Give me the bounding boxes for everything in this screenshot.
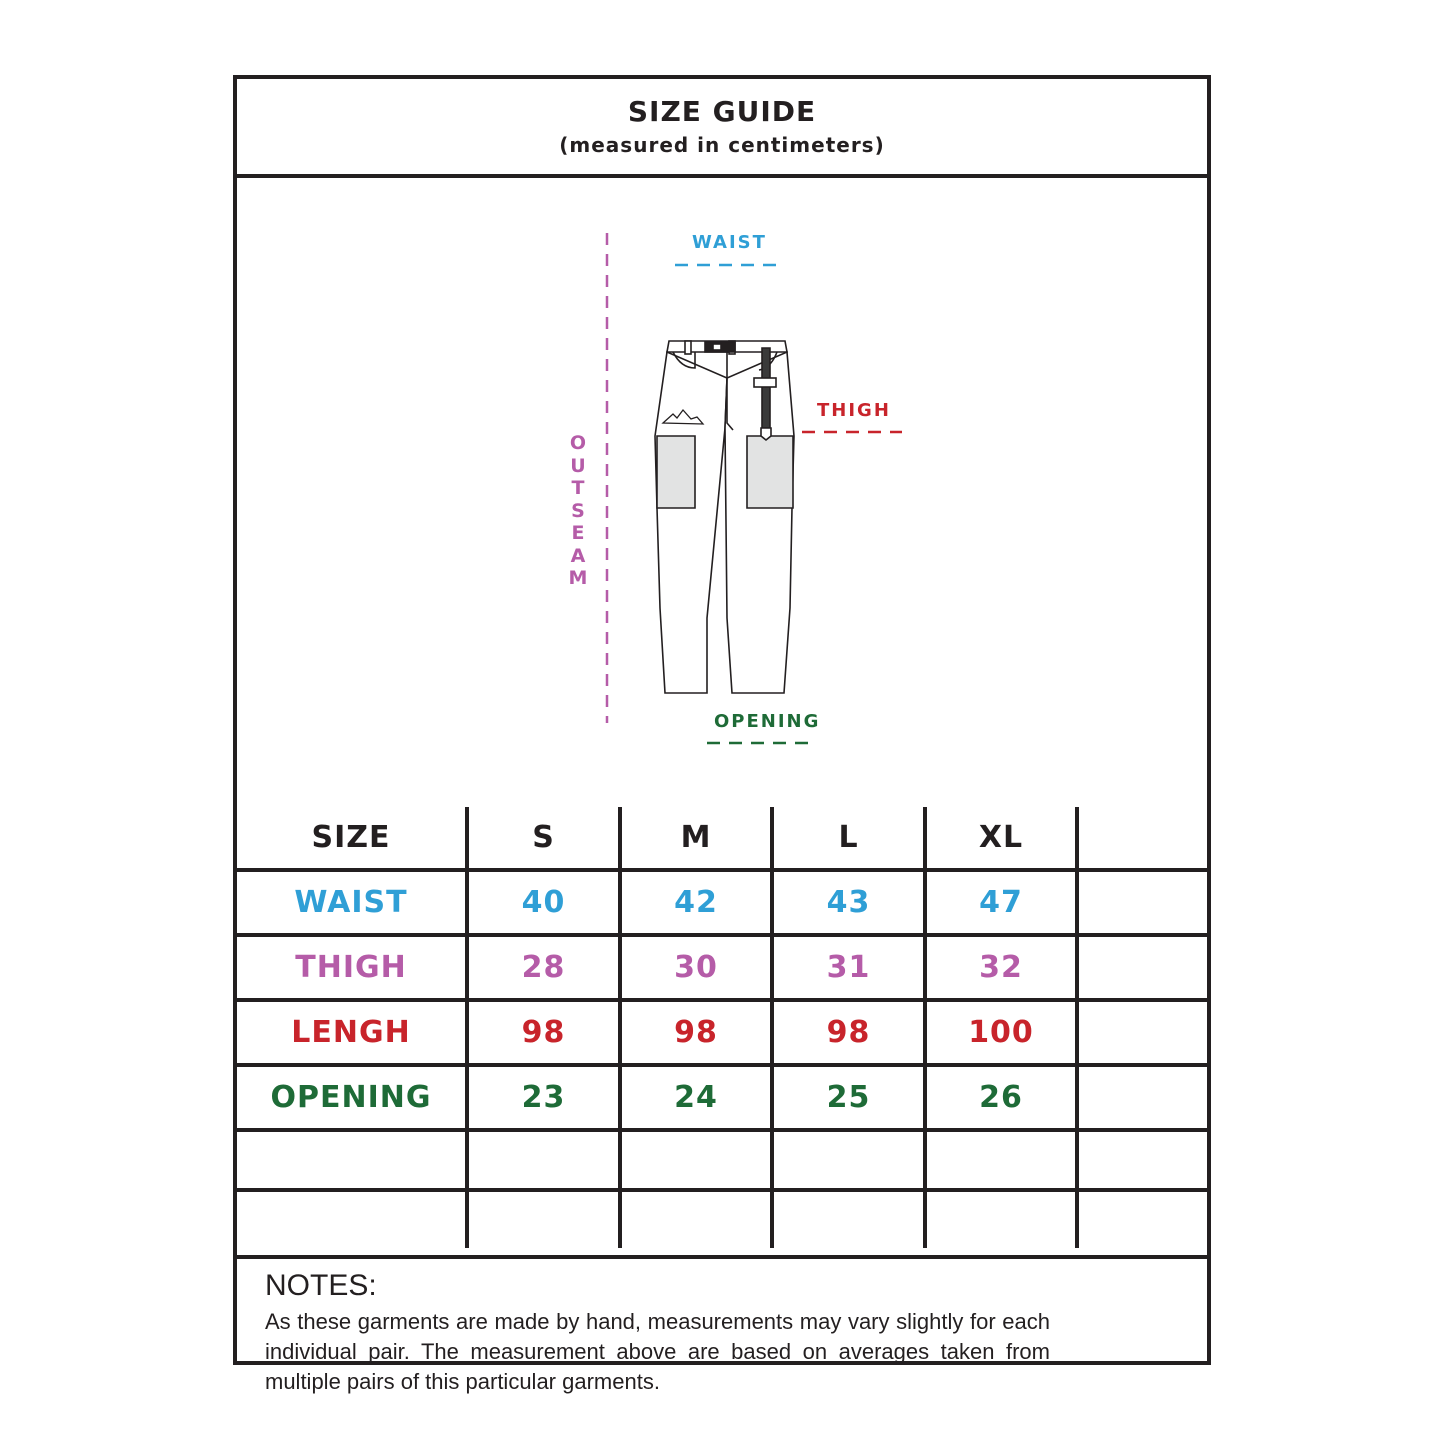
row-label: OPENING (237, 1065, 467, 1130)
table-cell (1077, 1130, 1207, 1190)
table-cell (1077, 1065, 1207, 1130)
thigh-diagram-label: THIGH (817, 400, 891, 421)
table-cell: 30 (620, 935, 772, 1000)
row-label: LENGH (237, 1000, 467, 1065)
table-row (237, 1130, 1207, 1190)
table-row (237, 1190, 1207, 1248)
column-header: M (620, 807, 772, 870)
notes-title: NOTES: (265, 1269, 377, 1302)
column-header: XL (925, 807, 1077, 870)
table-cell (620, 1130, 772, 1190)
outseam-diagram-label: O U T S E A M (568, 432, 588, 589)
table-cell: 98 (772, 1000, 925, 1065)
waist-diagram-label: WAIST (692, 232, 767, 253)
table-cell: 25 (772, 1065, 925, 1130)
table-cell (925, 1130, 1077, 1190)
table-cell (1077, 1190, 1207, 1248)
table-cell: 40 (467, 870, 620, 935)
table-cell: 98 (620, 1000, 772, 1065)
table-cell (1077, 1000, 1207, 1065)
table-cell: 32 (925, 935, 1077, 1000)
table-row (237, 1000, 1207, 1065)
measurement-diagram (237, 178, 1207, 808)
table-row (237, 870, 1207, 935)
column-header: SIZE (237, 807, 467, 870)
table-cell: 43 (772, 870, 925, 935)
table-cell (620, 1190, 772, 1248)
table-cell (772, 1130, 925, 1190)
table-cell: 26 (925, 1065, 1077, 1130)
table-cell: 100 (925, 1000, 1077, 1065)
table-cell: 98 (467, 1000, 620, 1065)
table-cell: 24 (620, 1065, 772, 1130)
opening-diagram-label: OPENING (714, 711, 821, 732)
notes-section (237, 1255, 1207, 1394)
table-cell (467, 1190, 620, 1248)
table-cell: 47 (925, 870, 1077, 935)
table-header-row (237, 807, 1207, 870)
size-table (237, 807, 1207, 1248)
table-cell: 31 (772, 935, 925, 1000)
table-cell (925, 1190, 1077, 1248)
table-cell (1077, 935, 1207, 1000)
page-subtitle: (measured in centimeters) (559, 133, 885, 157)
table-cell (1077, 870, 1207, 935)
table-cell: 23 (467, 1065, 620, 1130)
column-header: L (772, 807, 925, 870)
notes-body: As these garments are made by hand, measurements may vary slightly for each individual pair. The measurement above are based on averages taken from multiple pairs of this particular garments. (265, 1309, 1050, 1394)
table-cell (467, 1130, 620, 1190)
title-box (237, 79, 1207, 178)
row-label (237, 1190, 467, 1248)
page-title: SIZE GUIDE (627, 95, 817, 128)
column-header: S (467, 807, 620, 870)
table-cell: 28 (467, 935, 620, 1000)
column-header (1077, 807, 1207, 870)
row-label: THIGH (237, 935, 467, 1000)
pants-drawing (655, 341, 794, 693)
size-guide-sheet (233, 75, 1211, 1394)
table-row (237, 935, 1207, 1000)
row-label (237, 1130, 467, 1190)
table-cell: 42 (620, 870, 772, 935)
row-label: WAIST (237, 870, 467, 935)
table-row (237, 1065, 1207, 1130)
table-cell (772, 1190, 925, 1248)
